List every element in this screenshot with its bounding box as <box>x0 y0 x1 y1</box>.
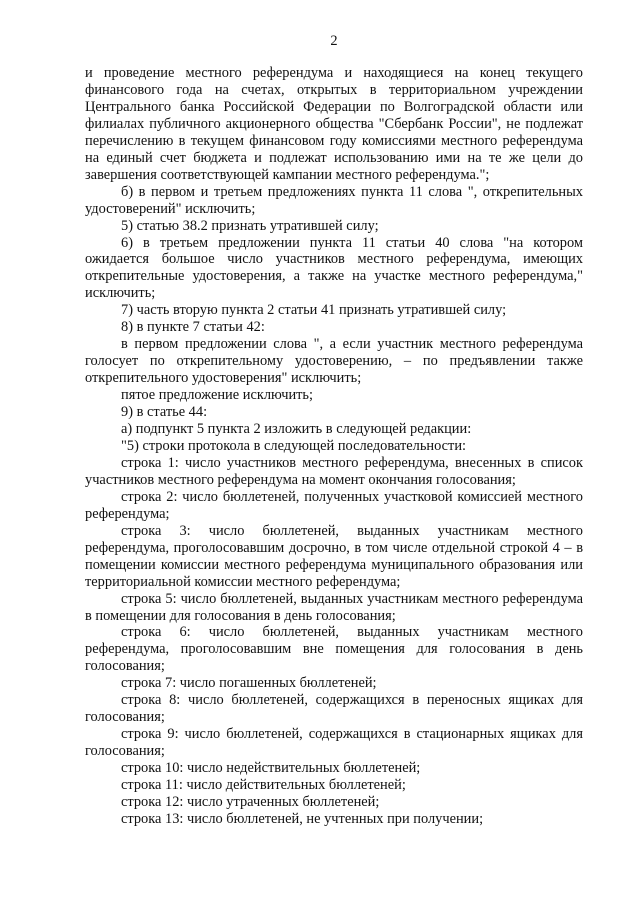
paragraph: строка 3: число бюллетеней, выданных участникам местного референдума, проголосовавшим досрочно, в том числе отдельной строкой 4 – в помещении комиссии местного референдума муниципального образования или территориальной комиссии местного референдума; <box>85 522 583 590</box>
paragraph: строка 5: число бюллетеней, выданных участникам местного референдума в помещении для голосования в день голосования; <box>85 590 583 624</box>
paragraph: строка 6: число бюллетеней, выданных участникам местного референдума, проголосовавшим вне помещения для голосования в день голосования; <box>85 624 583 675</box>
paragraph: б) в первом и третьем предложениях пункта 11 слова ", открепительных удостоверений" исключить; <box>85 183 583 217</box>
paragraph: и проведение местного референдума и находящиеся на конец текущего финансового года на счетах, открытых в территориальном учреждении Центрального банка Российской Федерации по Волгоградской области или филиалах публичного акционерного общества "Сбербанк России", не подлежат перечислению в текущем финансовом году комиссиями местного референдума на единый счет бюджета и подлежат использованию ими на те же цели до завершения соответствующей кампании местного референдума."; <box>85 65 583 183</box>
paragraph: в первом предложении слова ", а если участник местного референдума голосует по открепительному удостоверению, – по предъявлении также открепительного удостоверения" исключить; <box>85 336 583 387</box>
paragraph: строка 8: число бюллетеней, содержащихся в переносных ящиках для голосования; <box>85 692 583 726</box>
paragraph: строка 10: число недействительных бюллетеней; <box>121 760 421 777</box>
paragraph: строка 9: число бюллетеней, содержащихся в стационарных ящиках для голосования; <box>85 726 583 760</box>
paragraph: 6) в третьем предложении пункта 11 статьи 40 слова "на котором ожидается большое число участников местного референдума, имеющих открепительные удостоверения, а также на участке местного референдума," исключить; <box>85 234 583 302</box>
paragraph: 7) часть вторую пункта 2 статьи 41 признать утратившей силу; <box>121 302 507 319</box>
paragraph: строка 7: число погашенных бюллетеней; <box>121 675 377 692</box>
paragraph: строка 1: число участников местного референдума, внесенных в список участников местного референдума на момент окончания голосования; <box>85 454 583 488</box>
paragraph: 5) статью 38.2 признать утратившей силу; <box>121 217 379 234</box>
paragraph: строка 12: число утраченных бюллетеней; <box>121 793 380 810</box>
document-body <box>85 65 583 828</box>
paragraph: "5) строки протокола в следующей последовательности: <box>121 437 467 454</box>
paragraph: строка 13: число бюллетеней, не учтенных при получении; <box>121 810 484 827</box>
paragraph: строка 11: число действительных бюллетеней; <box>121 777 406 794</box>
paragraph: строка 2: число бюллетеней, полученных участковой комиссией местного референдума; <box>85 488 583 522</box>
paragraph: 8) в пункте 7 статьи 42: <box>121 319 265 336</box>
page-number: 2 <box>330 33 338 49</box>
paragraph: пятое предложение исключить; <box>121 387 313 404</box>
paragraph: а) подпункт 5 пункта 2 изложить в следующей редакции: <box>121 421 472 438</box>
paragraph: 9) в статье 44: <box>121 404 208 421</box>
